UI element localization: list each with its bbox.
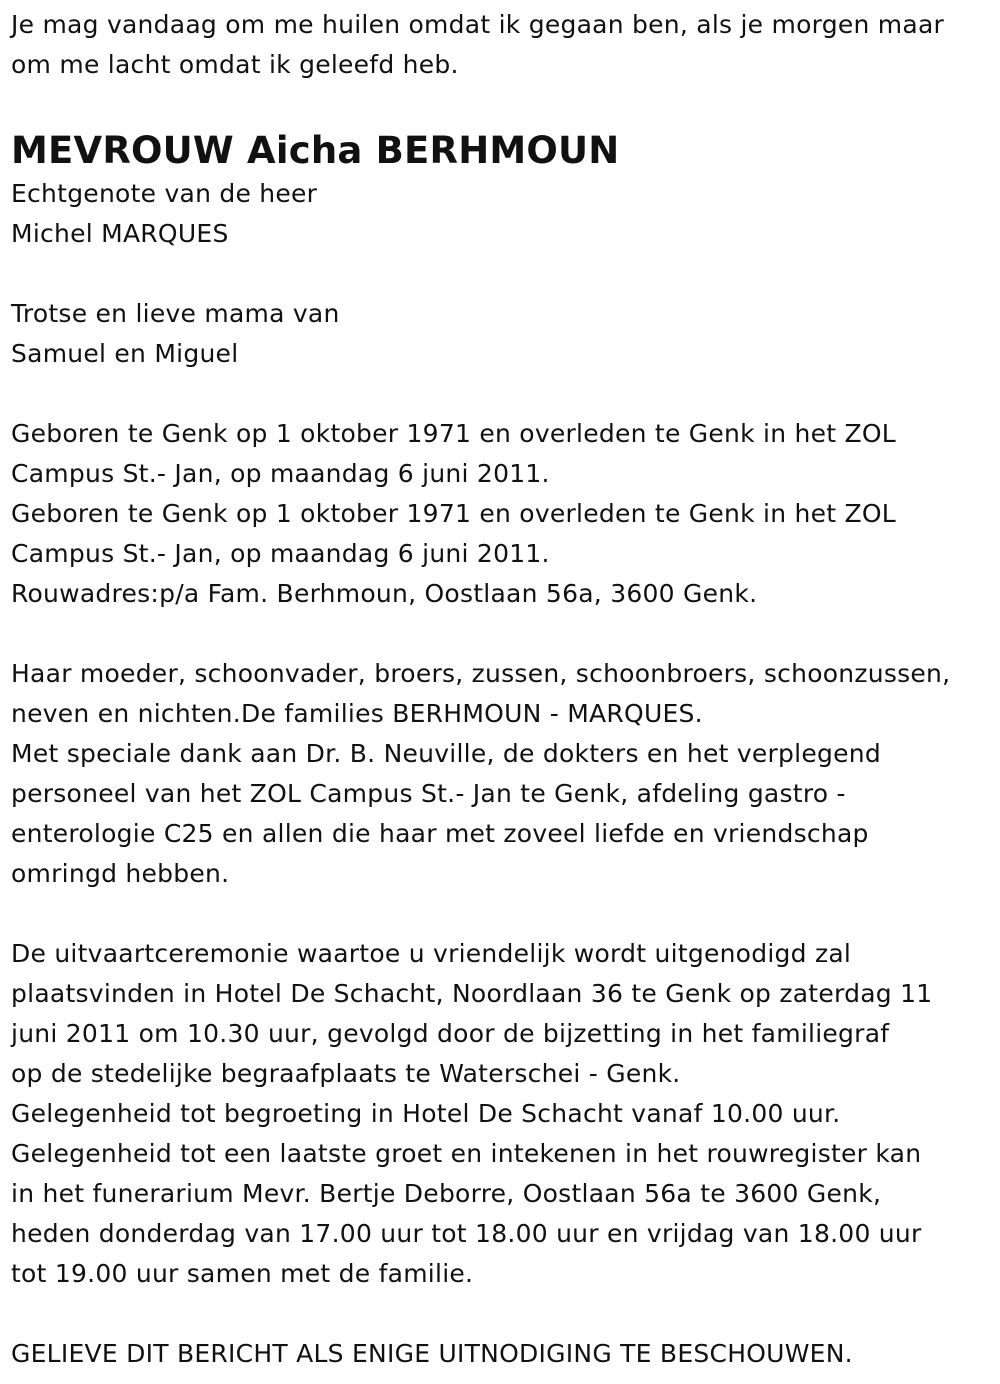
visitation-line: in het funerarium Mevr. Bertje Deborre, Oostlaan 56a te 3600 Genk, bbox=[11, 1179, 882, 1208]
ceremony-block bbox=[11, 934, 996, 1294]
family-line: neven en nichten.De families BERHMOUN - MARQUES. bbox=[11, 699, 703, 728]
birth-death-line: Campus St.- Jan, op maandag 6 juni 2011. bbox=[11, 459, 550, 488]
spouse-block bbox=[11, 174, 996, 254]
children-block bbox=[11, 294, 996, 374]
ceremony-line: plaatsvinden in Hotel De Schacht, Noordlaan 36 te Genk op zaterdag 11 bbox=[11, 979, 933, 1008]
spacer bbox=[11, 254, 996, 294]
mourning-address: Rouwadres:p/a Fam. Berhmoun, Oostlaan 56a, 3600 Genk. bbox=[11, 579, 758, 608]
visitation-line: Gelegenheid tot een laatste groet en intekenen in het rouwregister kan bbox=[11, 1139, 922, 1168]
visitation-line: tot 19.00 uur samen met de familie. bbox=[11, 1259, 474, 1288]
spacer bbox=[11, 374, 996, 414]
children-line: Samuel en Miguel bbox=[11, 339, 239, 368]
birth-death-line: Geboren te Genk op 1 oktober 1971 en overleden te Genk in het ZOL bbox=[11, 499, 896, 528]
spacer bbox=[11, 614, 996, 654]
ceremony-line: juni 2011 om 10.30 uur, gevolgd door de bijzetting in het familiegraf bbox=[11, 1019, 890, 1048]
spacer bbox=[11, 1294, 996, 1334]
spouse-line: Echtgenote van de heer bbox=[11, 179, 318, 208]
closing-notice: GELIEVE DIT BERICHT ALS ENIGE UITNODIGING TE BESCHOUWEN. bbox=[11, 1339, 853, 1368]
family-line: Haar moeder, schoonvader, broers, zussen, schoonbroers, schoonzussen, bbox=[11, 659, 951, 688]
spouse-line: Michel MARQUES bbox=[11, 219, 229, 248]
ceremony-line: op de stedelijke begraafplaats te Waterschei - Genk. bbox=[11, 1059, 681, 1088]
obituary-notice bbox=[11, 0, 996, 1374]
thanks-line: personeel van het ZOL Campus St.- Jan te Genk, afdeling gastro - bbox=[11, 779, 846, 808]
birth-death-line: Campus St.- Jan, op maandag 6 juni 2011. bbox=[11, 539, 550, 568]
quote-line: om me lacht omdat ik geleefd heb. bbox=[11, 50, 459, 79]
thanks-line: enterologie C25 en allen die haar met zoveel liefde en vriendschap bbox=[11, 819, 869, 848]
quote-line: Je mag vandaag om me huilen omdat ik gegaan ben, als je morgen maar bbox=[11, 10, 945, 39]
opening-quote bbox=[11, 5, 996, 85]
thanks-line: omringd hebben. bbox=[11, 859, 230, 888]
ceremony-line: De uitvaartceremonie waartoe u vriendelijk wordt uitgenodigd zal bbox=[11, 939, 852, 968]
thanks-line: Met speciale dank aan Dr. B. Neuville, de dokters en het verplegend bbox=[11, 739, 881, 768]
birth-death-line: Geboren te Genk op 1 oktober 1971 en overleden te Genk in het ZOL bbox=[11, 419, 896, 448]
birth-death-block bbox=[11, 414, 996, 614]
children-line: Trotse en lieve mama van bbox=[11, 299, 340, 328]
visitation-line: heden donderdag van 17.00 uur tot 18.00 uur en vrijdag van 18.00 uur bbox=[11, 1219, 922, 1248]
greeting-line: Gelegenheid tot begroeting in Hotel De Schacht vanaf 10.00 uur. bbox=[11, 1099, 841, 1128]
family-block bbox=[11, 654, 996, 894]
spacer bbox=[11, 894, 996, 934]
deceased-name: MEVROUW Aicha BERHMOUN bbox=[11, 129, 620, 172]
